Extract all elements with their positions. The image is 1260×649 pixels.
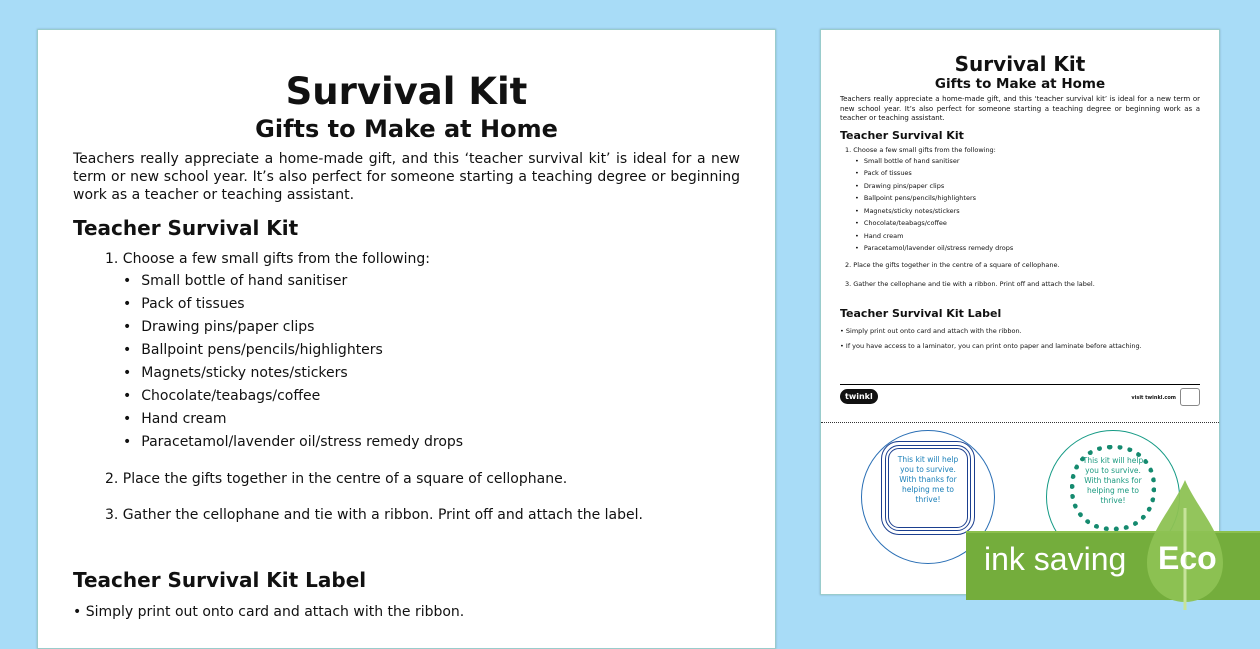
bullet-text: • If you have access to a laminator, you can print onto paper and laminate before attaching.	[840, 341, 1142, 350]
section-heading: Teacher Survival Kit	[73, 216, 299, 240]
gift-list	[123, 270, 775, 454]
intro-paragraph: Teachers really appreciate a home-made gift, and this ‘teacher survival kit’ is ideal for a new term or new school year. It’s also perfect for someone starting a teaching degree or beginning work as a teacher or teaching assistant.	[840, 95, 1200, 122]
gift-list	[855, 155, 1219, 255]
list-item: • Magnets/sticky notes/stickers	[855, 205, 1219, 218]
intro-paragraph: Teachers really appreciate a home-made gift, and this ‘teacher survival kit’ is ideal for a new term or new school year. It’s also perfect for someone starting a teaching degree or beginning work as a teacher or teaching assistant.	[73, 151, 740, 203]
list-item: • Ballpoint pens/pencils/highlighters	[123, 339, 775, 362]
step-3: 3. Gather the cellophane and tie with a ribbon. Print off and attach the label.	[845, 279, 1095, 288]
tag-text: This kit will help you to survive. With thanks for helping me to thrive!	[1070, 445, 1156, 531]
list-item: • Chocolate/teabags/coffee	[123, 385, 775, 408]
list-item: • Drawing pins/paper clips	[855, 180, 1219, 193]
page-title: Survival Kit	[285, 70, 528, 113]
list-item: • Pack of tissues	[855, 167, 1219, 180]
page-subtitle: Gifts to Make at Home	[934, 76, 1106, 92]
step-text: 1. Choose a few small gifts from the following:	[105, 251, 430, 267]
page-subtitle: Gifts to Make at Home	[255, 115, 558, 143]
steps-list	[845, 146, 1219, 289]
step-1	[845, 146, 1219, 255]
quality-badge-icon	[1180, 388, 1200, 406]
step-3: 3. Gather the cellophane and tie with a ribbon. Print off and attach the label.	[105, 507, 643, 523]
list-item: • Hand cream	[123, 408, 775, 431]
step-2: 2. Place the gifts together in the centre of a square of cellophane.	[105, 471, 568, 487]
list-item: • Paracetamol/lavender oil/stress remedy drops	[123, 431, 775, 454]
twinkl-logo: twinkl	[840, 389, 878, 404]
steps-list	[105, 248, 775, 526]
ink-saving-text: ink saving	[984, 541, 1127, 577]
list-item: • Small bottle of hand sanitiser	[855, 155, 1219, 168]
section-heading: Teacher Survival Kit	[840, 128, 964, 142]
list-item: • Ballpoint pens/pencils/highlighters	[855, 192, 1219, 205]
step-2: 2. Place the gifts together in the centre of a square of cellophane.	[845, 260, 1060, 269]
page-footer	[840, 384, 1200, 410]
page-title: Survival Kit	[954, 52, 1086, 76]
list-item: • Drawing pins/paper clips	[123, 316, 775, 339]
step-text: 1. Choose a few small gifts from the following:	[845, 145, 996, 154]
list-item: • Pack of tissues	[123, 293, 775, 316]
list-item: • Paracetamol/lavender oil/stress remedy drops	[855, 242, 1219, 255]
bullet-text: • Simply print out onto card and attach with the ribbon.	[73, 604, 465, 620]
list-item: • Magnets/sticky notes/stickers	[123, 362, 775, 385]
label-heading: Teacher Survival Kit Label	[840, 306, 1002, 320]
tag-text: This kit will help you to survive. With thanks for helping me to thrive!	[885, 445, 971, 531]
list-item: • Hand cream	[855, 230, 1219, 243]
bullet-text: • Simply print out onto card and attach with the ribbon.	[840, 326, 1022, 335]
list-item: • Chocolate/teabags/coffee	[855, 217, 1219, 230]
step-1	[105, 248, 775, 454]
visit-link: visit twinkl.com	[1131, 395, 1176, 401]
document-page-preview	[37, 29, 776, 649]
cut-line	[821, 422, 1219, 423]
list-item: • Small bottle of hand sanitiser	[123, 270, 775, 293]
label-heading: Teacher Survival Kit Label	[73, 568, 367, 592]
eco-text: Eco	[1158, 540, 1217, 576]
